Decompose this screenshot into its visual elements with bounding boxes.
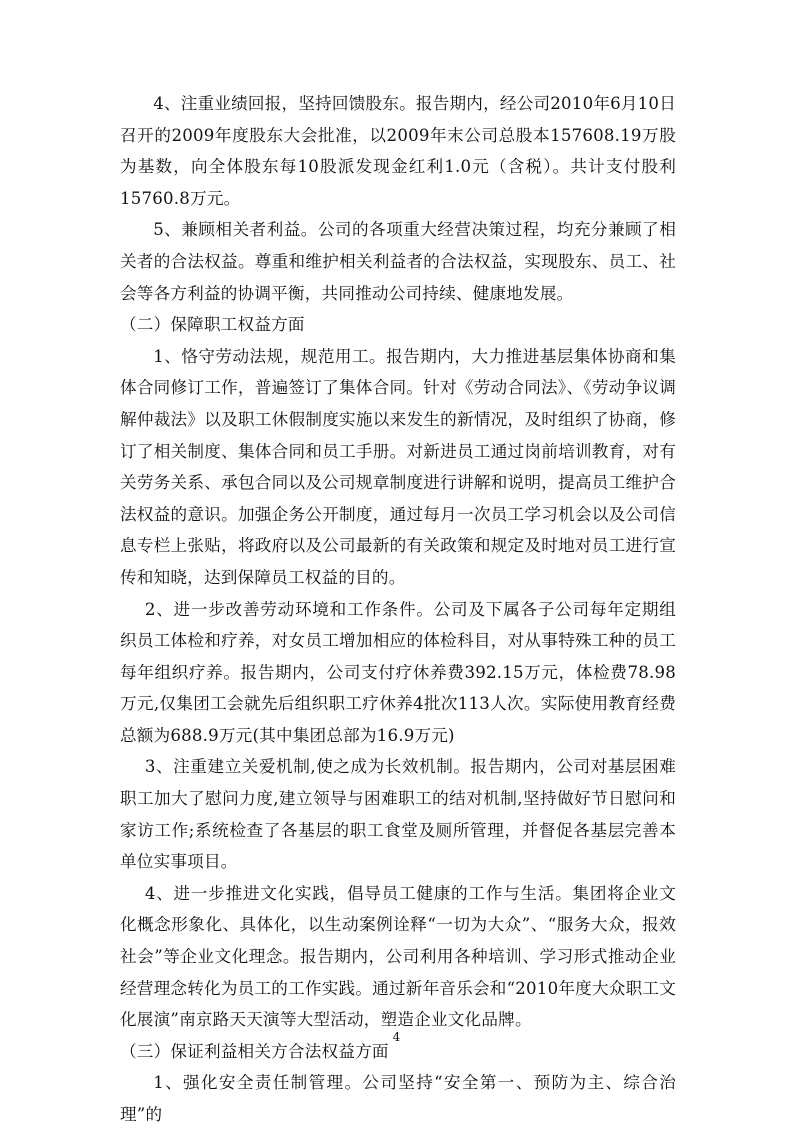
page-number: 4 [392,1030,401,1044]
section-heading-stakeholder-rights: （三）保证利益相关方合法权益方面 [120,1041,389,1061]
paragraph-culture-practice: 4、进一步推进文化实践，倡导员工健康的工作与生活。集团将企业文化概念形象化、具体化，以生动案例诠释“一切为大众”、“服务大众，报效社会”等企业文化理念。报告期内，公司利用各种培训、学习形式推动企业经营理念转化为员工的工作实践。通过新年音乐会和“2010年度大众职工文化展演”南京路天天演等大型活动，塑造企业文化品牌。 [120,883,676,1030]
paragraph-safety-responsibility: 1、强化安全责任制管理。公司坚持“安全第一、预防为主、综合治理”的 [120,1073,676,1124]
paragraph-working-conditions: 2、进一步改善劳动环境和工作条件。公司及下属各子公司每年定期组织员工体检和疗养，对女员工增加相应的体检科目，对从事特殊工种的员工每年组织疗养。报告期内，公司支付疗休养费392.15万元，体检费78.98万元,仅集团工会就先后组织职工疗休养4批次113人次。实际使用教育经费总额为688.9万元(其中集团总部为16.9万元) [120,599,676,745]
paragraph-stakeholders: 5、兼顾相关者利益。公司的各项重大经营决策过程，均充分兼顾了相关者的合法权益。尊重和维护相关利益者的合法权益，实现股东、员工、社会等各方利益的协调平衡，共同推动公司持续、健康地发展。 [120,220,676,303]
paragraph-dividend: 4、注重业绩回报，坚持回馈股东。报告期内，经公司2010年6月10日召开的2009年度股东大会批准，以2009年末公司总股本157608.19万股为基数，向全体股东每10股派发现金红利1.0元（含税）。共计支付股利15760.8万元。 [120,94,676,208]
paragraph-labor-law: 1、恪守劳动法规，规范用工。报告期内，大力推进基层集体协商和集体合同修订工作，普遍签订了集体合同。针对《劳动合同法》、《劳动争议调解仲裁法》以及职工休假制度实施以来发生的新情况，及时组织了协商，修订了相关制度、集体合同和员工手册。对新进员工通过岗前培训教育，对有关劳务关系、承包合同以及公司规章制度进行讲解和说明，提高员工维护合法权益的意识。加强企务公开制度，通过每月一次员工学习机会以及公司信息专栏上张贴，将政府以及公司最新的有关政策和规定及时地对员工进行宣传和知晓，达到保障员工权益的目的。 [120,346,676,587]
page-body [120,88,676,1131]
section-heading-employee-rights: （二）保障职工权益方面 [120,315,305,335]
paragraph-care-mechanism: 3、注重建立关爱机制,使之成为长效机制。报告期内，公司对基层困难职工加大了慰问力度,建立领导与困难职工的结对机制,坚持做好节日慰问和家访工作;系统检查了各基层的职工食堂及厕所管理，并督促各基层完善本单位实事项目。 [120,757,676,872]
